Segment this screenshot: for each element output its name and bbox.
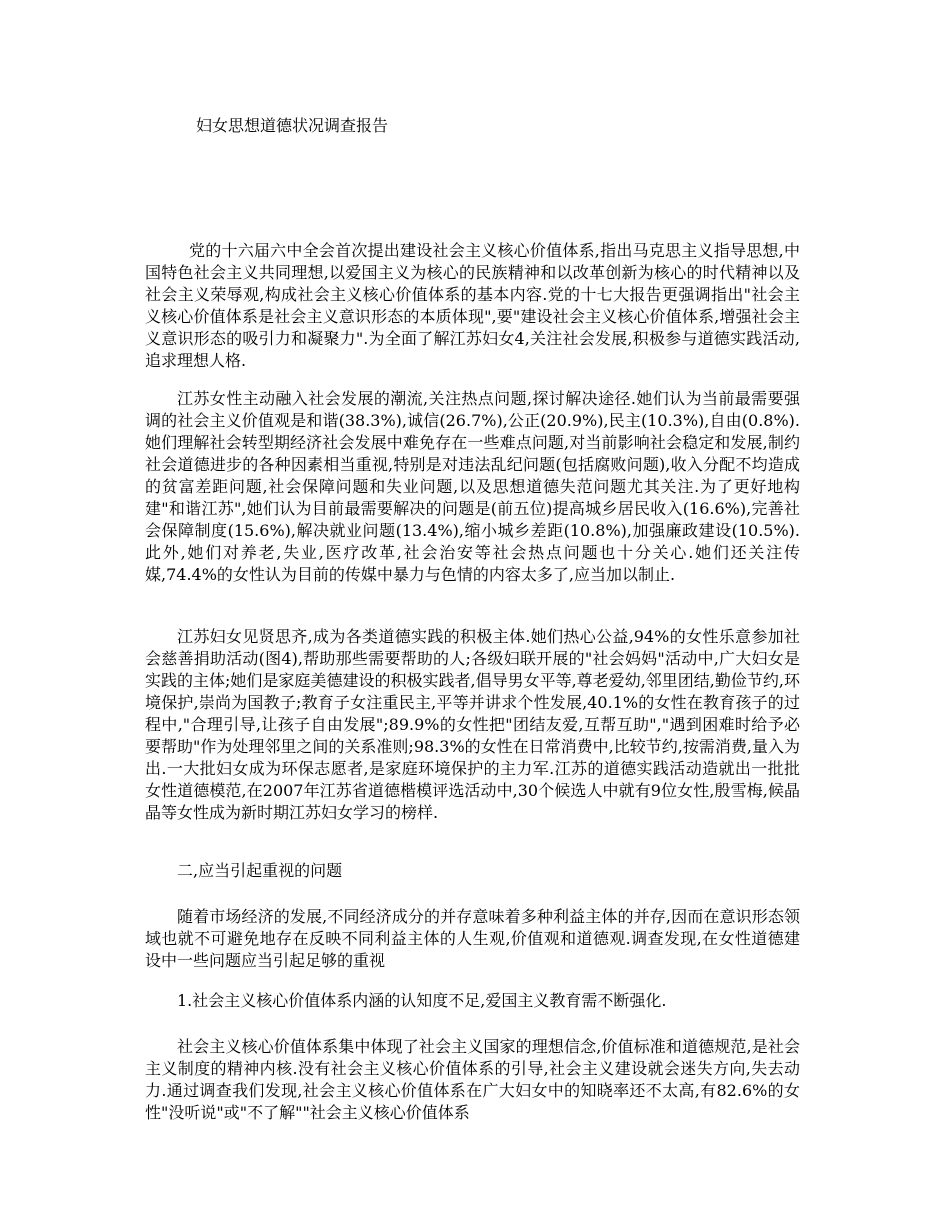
paragraph-moral-practice: 江苏妇女见贤思齐,成为各类道德实践的积极主体.她们热心公益,94%的女性乐意参加社会慈善捐助活动(图4),帮助那些需要帮助的人;各级妇联开展的"社会妈妈"活动中,广大妇女是实践的主体;她们是家庭美德建设的积极实践者,倡导男女平等,尊老爱幼,邻里团结,勤俭节约,环境保护,崇尚为国教子;教育子女注重民主,平等并讲求个性发展,40.1%的女性在教育孩子的过程中,"合理引导,让孩子自由发展";89.9%的女性把"团结友爱,互帮互助","遇到困难时给予必要帮助"作为处理邻里之间的关系准则;98.3%的女性在日常消费中,比较节约,按需消费,量入为出.一大批妇女成为环保志愿者,是家庭环境保护的主力军.江苏的道德实践活动造就出一批批女性道德模范,在2007年江苏省道德楷模评选活动中,30个候选人中就有9位女性,殷雪梅,候晶晶等女性成为新时期江苏妇女学习的榜样.	[145, 627, 800, 822]
paragraph-social-concerns: 江苏女性主动融入社会发展的潮流,关注热点问题,探讨解决途径.她们认为当前最需要强调的社会主义价值观是和谐(38.3%),诚信(26.7%),公正(20.9%),民主(10.3%),自由(0.8%).她们理解社会转型期经济社会发展中难免存在一些难点问题,对当前影响社会稳定和发展,制约社会道德进步的各种因素相当重视,特别是对违法乱纪问题(包括腐败问题),收入分配不均造成的贫富差距问题,社会保障问题和失业问题,以及思想道德失范问题尤其关注.为了更好地构建"和谐江苏",她们认为目前最需要解决的问题是(前五位)提高城乡居民收入(16.6%),完善社会保障制度(15.6%),解决就业问题(13.4%),缩小城乡差距(10.8%),加强廉政建设(10.5%).此外,她们对养老,失业,医疗改革,社会治安等社会热点问题也十分关心.她们还关注传媒,74.4%的女性认为目前的传媒中暴力与色情的内容太多了,应当加以制止.	[145, 389, 800, 584]
subheading-core-values: 1.社会主义核心价值体系内涵的认知度不足,爱国主义教育需不断强化.	[177, 991, 667, 1010]
document-title: 妇女思想道德状况调查报告	[196, 116, 389, 135]
paragraph-intro: 党的十六届六中全会首次提出建设社会主义核心价值体系,指出马克思主义指导思想,中国特色社会主义共同理想,以爱国主义为核心的民族精神和以改革创新为核心的时代精神以及社会主义荣辱观,构成社会主义核心价值体系的基本内容.党的十七大报告更强调指出"社会主义核心价值体系是社会主义意识形态的本质体现",要"建设社会主义核心价值体系,增强社会主义意识形态的吸引力和凝聚力".为全面了解江苏妇女4,关注社会发展,积极参与道德实践活动,追求理想人格.	[145, 241, 800, 370]
paragraph-core-values: 社会主义核心价值体系集中体现了社会主义国家的理想信念,价值标准和道德规范,是社会主义制度的精神内核.没有社会主义核心价值体系的引导,社会主义建设就会迷失方向,失去动力.通过调查我们发现,社会主义核心价值体系在广大妇女中的知晓率还不太高,有82.6%的女性"没听说"或"不了解""社会主义核心价值体系	[145, 1037, 800, 1122]
paragraph-market-economy: 随着市场经济的发展,不同经济成分的并存意味着多种利益主体的并存,因而在意识形态领域也就不可避免地存在反映不同利益主体的人生观,价值观和道德观.调查发现,在女性道德建设中一些问题应当引起足够的重视	[145, 907, 800, 970]
section-heading-issues: 二,应当引起重视的问题	[177, 861, 343, 880]
